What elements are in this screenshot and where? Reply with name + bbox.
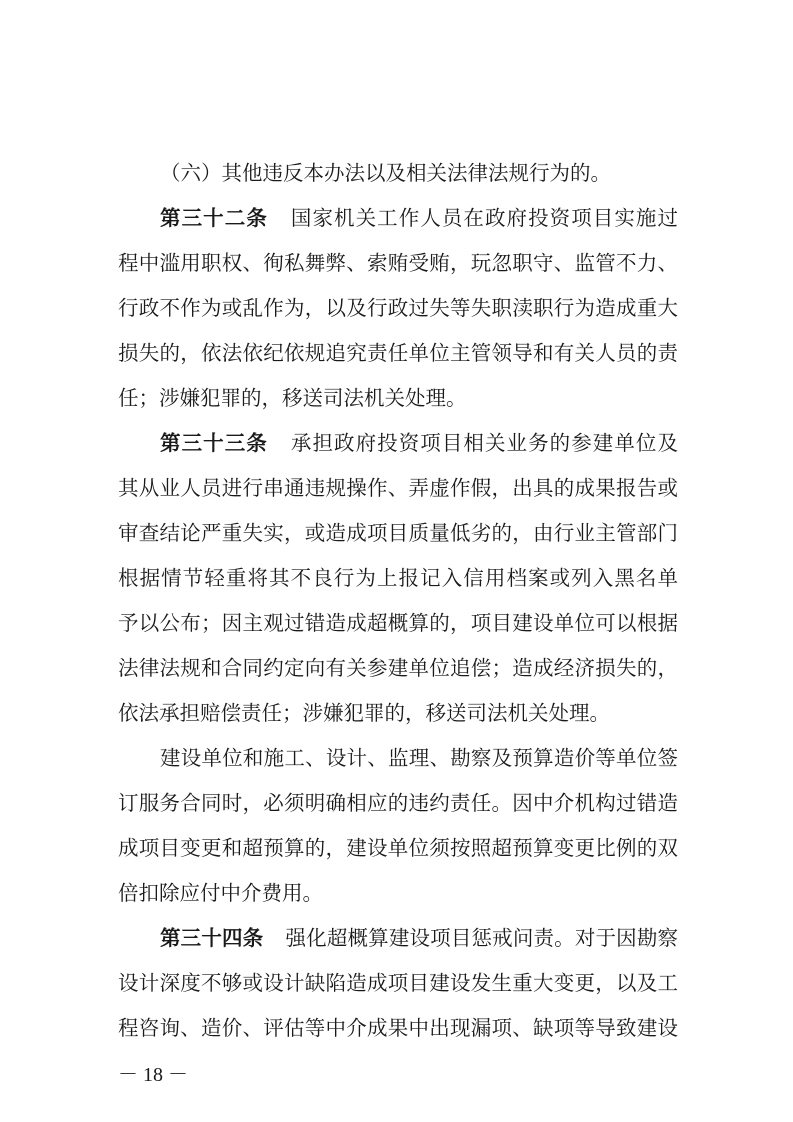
article-34-heading-line: 第三十四条 强化超概算建设项目惩戒问责。对于因勘察 [160, 926, 679, 950]
text-line: 程中滥用职权、徇私舞弊、索贿受贿，玩忽职守、监管不力、 [118, 251, 678, 275]
text-line: 损失的，依法依纪依规追究责任单位主管领导和有关人员的责 [118, 341, 678, 365]
text-line: 其从业人员进行串通违规操作、弄虚作假，出具的成果报告或 [118, 476, 678, 500]
text-line: 程咨询、造价、评估等中介成果中出现漏项、缺项等导致建设 [118, 1016, 678, 1040]
text-line: 根据情节轻重将其不良行为上报记入信用档案或列入黑名单 [118, 566, 678, 590]
text-line: 订服务合同时，必须明确相应的违约责任。因中介机构过错造 [118, 791, 678, 815]
article-33-heading-line: 第三十三条 承担政府投资项目相关业务的参建单位及 [160, 431, 679, 455]
text-line: 行政不作为或乱作为，以及行政过失等失职渎职行为造成重大 [118, 296, 678, 320]
text-line: （六）其他违反本办法以及相关法律法规行为的。 [160, 161, 611, 185]
page-number: － 18 － [118, 1064, 188, 1086]
text-line: 成项目变更和超预算的，建设单位须按照超预算变更比例的双 [118, 836, 678, 860]
text-line: 建设单位和施工、设计、监理、勘察及预算造价等单位签 [160, 746, 678, 770]
text-line: 依法承担赔偿责任；涉嫌犯罪的，移送司法机关处理。 [118, 701, 610, 725]
text-line: 设计深度不够或设计缺陷造成项目建设发生重大变更，以及工 [118, 971, 678, 995]
article-32-heading-line: 第三十二条 国家机关工作人员在政府投资项目实施过 [160, 206, 679, 230]
text-line: 审查结论严重失实，或造成项目质量低劣的，由行业主管部门 [118, 521, 678, 545]
text-line: 任；涉嫌犯罪的，移送司法机关处理。 [118, 386, 467, 410]
article-number: 第三十三条 [160, 431, 268, 455]
text-line: 倍扣除应付中介费用。 [118, 881, 323, 905]
text-line: 法律法规和合同约定向有关参建单位追偿；造成经济损失的， [118, 656, 678, 680]
text-line: 予以公布；因主观过错造成超概算的，项目建设单位可以根据 [118, 611, 678, 635]
article-number: 第三十二条 [160, 206, 268, 230]
article-number: 第三十四条 [160, 926, 264, 950]
